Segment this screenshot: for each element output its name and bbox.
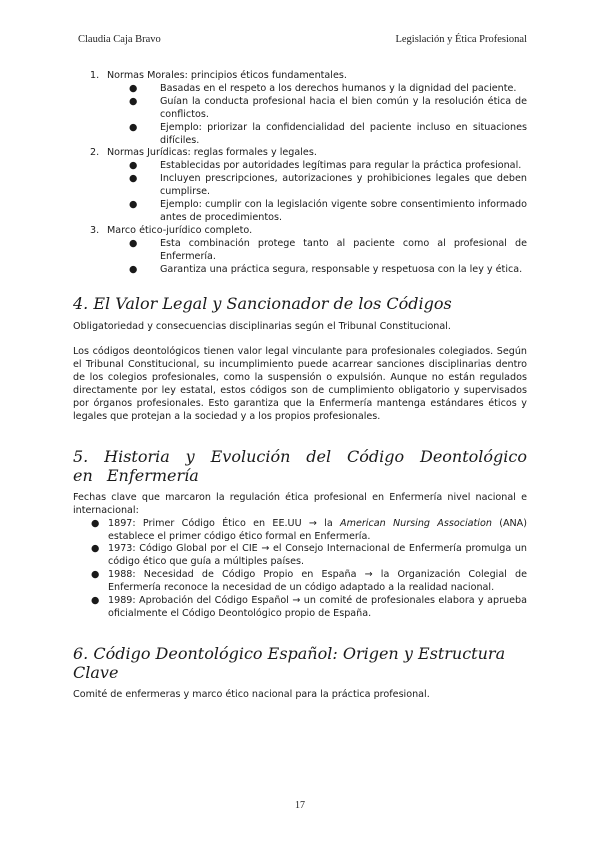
bullet-icon: ● — [129, 237, 138, 249]
section-body: Los códigos deontológicos tienen valor legal vinculante para profesionales colegiados. Según el Tribunal Constitucional, su incumplimiento puede acarrear sanciones disciplinarias dentro de los colegios profesionales, como la suspensión o expulsión. Aunque no están regulados directamente por ley estatal, estos códigos son de cumplimiento obligatorio y supervisados por órganos profesionales. Esto garantiza que la Enfermería mantenga estándares éticos y legales que protejan a la sociedad y a los propios profesionales. — [73, 346, 527, 422]
bullet-icon: ● — [129, 82, 138, 94]
list-item-title: Normas Jurídicas: reglas formales y legales. — [107, 147, 317, 159]
bullet-text-emphasis: American Nursing Association — [340, 517, 492, 529]
list-number: 3. — [90, 224, 100, 236]
bullet-text: Ejemplo: cumplir con la legislación vigente sobre consentimiento informado antes de procedimientos. — [160, 199, 527, 223]
list-number: 2. — [90, 147, 100, 159]
list-item-title: Marco ético-jurídico completo. — [107, 224, 253, 236]
bullet-icon: ● — [129, 199, 138, 211]
bullet-icon: ● — [129, 95, 138, 107]
bullet-text: 1988: Necesidad de Código Propio en España → la Organización Colegial de Enfermería reconoce la necesidad de un código adaptado a la realidad nacional. — [108, 569, 527, 594]
bullet-item — [73, 518, 527, 544]
bullet-item — [73, 595, 527, 621]
bullet-text: Esta combinación protege tanto al paciente como al profesional de Enfermería. — [160, 237, 527, 262]
section-heading: 4. El Valor Legal y Sancionador de los Códigos — [73, 293, 452, 313]
bullet-text: Incluyen prescripciones, autorizaciones y prohibiciones legales que deben cumplirse. — [160, 173, 527, 198]
section-intro: Comité de enfermeras y marco ético nacional para la práctica profesional. — [73, 688, 430, 700]
header-author: Claudia Caja Bravo — [78, 34, 161, 45]
bullet-text: Establecidas por autoridades legítimas para regular la práctica profesional. — [160, 160, 522, 172]
bullet-icon: ● — [129, 160, 138, 172]
bullet-text: Ejemplo: priorizar la confidencialidad del paciente incluso en situaciones difíciles. — [160, 121, 527, 146]
bullet-icon: ● — [129, 121, 138, 133]
bullet-text: Guían la conducta profesional hacia el bien común y la resolución ética de conflictos. — [160, 95, 527, 120]
bullet-text: (ANA) establece el primer código ético formal en Enfermería. — [108, 517, 527, 542]
bullet-icon: ● — [91, 569, 100, 581]
page-content — [73, 70, 527, 702]
section-heading: 6. Código Deontológico Español: Origen y Estructura Clave — [73, 643, 506, 682]
section-intro: Fechas clave que marcaron la regulación ética profesional en Enfermería nivel nacional e internacional: — [73, 491, 527, 516]
bullet-item — [73, 173, 527, 199]
bullet-item — [73, 122, 527, 148]
bullet-item — [73, 264, 527, 277]
bullet-icon: ● — [91, 595, 100, 607]
bullet-text: 1897: Primer Código Ético en EE.UU → la — [108, 517, 341, 529]
bullet-item — [73, 96, 527, 122]
bullet-item — [73, 199, 527, 225]
ordered-list — [73, 70, 527, 277]
timeline-list — [73, 518, 527, 621]
bullet-icon: ● — [91, 543, 100, 555]
list-item — [73, 225, 527, 238]
bullet-icon: ● — [129, 263, 138, 275]
bullet-text: 1989: Aprobación del Código Español → un comité de profesionales elabora y aprueba oficialmente el Código Deontológico propio de España. — [108, 595, 527, 619]
page-number: 17 — [295, 800, 305, 811]
section-heading: 5. Historia y Evolución del Código Deontológico en Enfermería — [73, 446, 527, 485]
bullet-item — [73, 543, 527, 569]
bullet-item — [73, 238, 527, 264]
bullet-icon: ● — [129, 173, 138, 185]
bullet-item — [73, 569, 527, 595]
bullet-item — [73, 83, 527, 96]
bullet-icon: ● — [91, 517, 100, 529]
list-item — [73, 70, 527, 83]
bullet-text: Basadas en el respeto a los derechos humanos y la dignidad del paciente. — [160, 82, 517, 94]
header-subject: Legislación y Ética Profesional — [395, 34, 527, 45]
page-header — [78, 34, 527, 45]
bullet-text: 1973: Código Global por el CIE → el Consejo Internacional de Enfermería promulga un código ético que guía a múltiples países. — [108, 543, 527, 568]
list-item-title: Normas Morales: principios éticos fundamentales. — [107, 70, 347, 81]
list-item — [73, 147, 527, 160]
section-intro: Obligatoriedad y consecuencias disciplinarias según el Tribunal Constitucional. — [73, 320, 451, 332]
list-number: 1. — [90, 70, 100, 81]
bullet-text: Garantiza una práctica segura, responsable y respetuosa con la ley y ética. — [160, 263, 523, 275]
bullet-item — [73, 160, 527, 173]
